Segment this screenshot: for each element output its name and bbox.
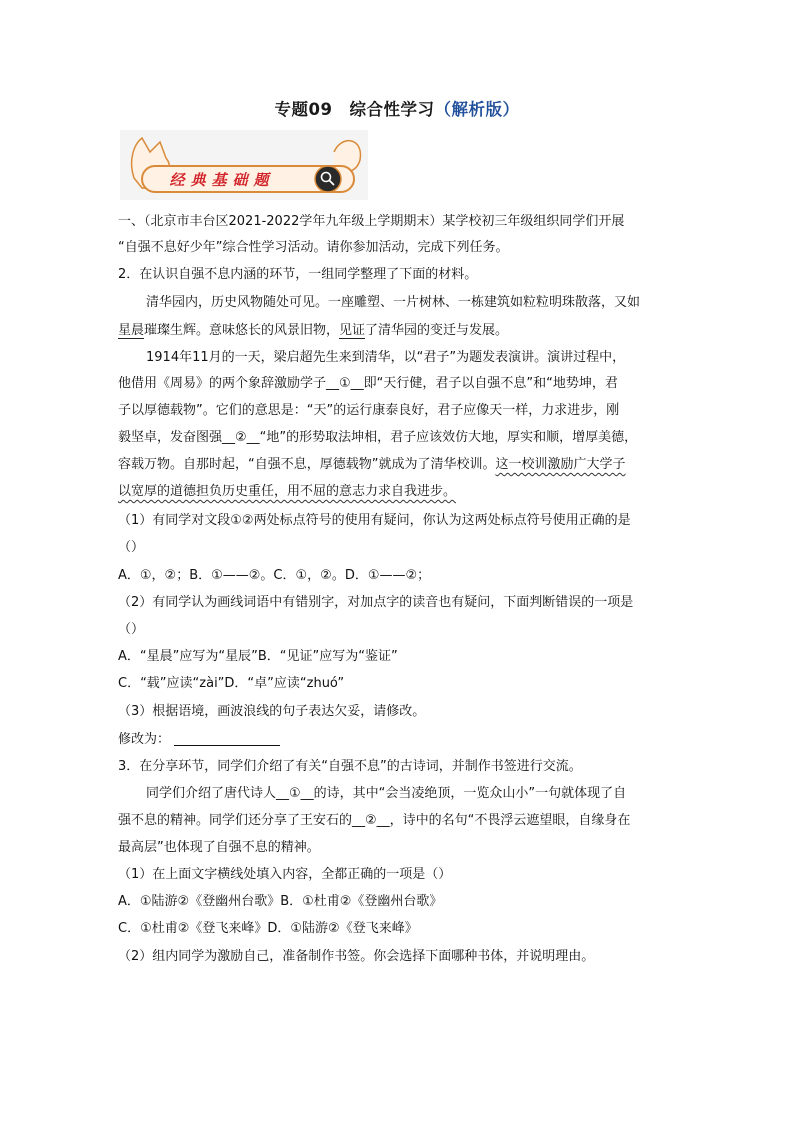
q2-sub2-options-ab: A．“星晨”应写为“星辰”B．“见证”应写为“鉴证” [118, 649, 398, 664]
q3-passage-line-1: 同学们介绍了唐代诗人__①__的诗，其中“会当凌绝顶，一览众山小”一句就体现了自 [146, 786, 627, 801]
underlined-word-jianzheng: 见证 [339, 323, 366, 338]
section-intro-line-1: 一、（北京市丰台区2021-2022学年九年级上学期期末）某学校初三年级组织同学们开展 [118, 214, 625, 229]
question-3-stem: 3．在分享环节，同学们介绍了有关“自强不息”的古诗词，并制作书签进行交流。 [118, 759, 582, 774]
passage-text: 璀璨生辉。意味悠长的风景旧物， [144, 323, 340, 338]
passage-line-3: 1914年11月的一天，梁启超先生来到清华，以“君子”为题发表演讲。演讲过程中， [146, 350, 626, 365]
passage-line-1: 清华园内，历史风物随处可见。一座雕塑、一片树林、一栋建筑如粒粒明珠散落，又如 [146, 295, 641, 310]
section-intro-line-2: “自强不息好少年”综合性学习活动。请你参加活动，完成下列任务。 [118, 240, 509, 255]
q2-sub2-paren: （） [118, 622, 145, 637]
passage-text: 了清华园的变迁与发展。 [365, 323, 509, 338]
answer-label: 修改为： [118, 732, 171, 747]
passage-line-4: 他借用《周易》的两个象辞激励学子__①__即“天行健，君子以自强不息”和“地势坤，君 [118, 376, 618, 391]
page-title [0, 96, 794, 120]
passage-line-7 [118, 454, 626, 476]
q3-passage-line-2: 强不息的精神。同学们还分享了王安石的__②__，诗中的名句“不畏浮云遮望眼，自缘身在 [118, 813, 631, 828]
q2-sub3-stem: （3）根据语境，画波浪线的句子表达欠妥，请修改。 [118, 704, 426, 719]
wavy-sentence-part-1: 这一校训激励广大学子 [495, 457, 626, 472]
title-main: 专题09 综合性学习 [274, 100, 435, 119]
q2-sub1-paren: （） [118, 540, 145, 555]
q3-sub1-stem: （1）在上面文字横线处填入内容，全都正确的一项是（） [118, 867, 452, 882]
q2-sub3-answer [118, 729, 280, 751]
q2-sub1-stem: （1）有同学对文段①②两处标点符号的使用有疑问，你认为这两处标点符号使用正确的是 [118, 513, 631, 528]
passage-line-8 [118, 481, 456, 503]
q3-sub2-stem: （2）组内同学为激励自己，准备制作书签。你会选择下面哪种书体，并说明理由。 [118, 949, 595, 964]
passage-line-2 [118, 320, 508, 342]
q2-sub1-options: A．①，②；B．①——②。C．①，②。D．①——②； [118, 568, 431, 583]
passage-text: 容载万物。自那时起，“自强不息，厚德载物”就成为了清华校训。 [118, 457, 496, 472]
banner-label: 经典基础题 [169, 171, 275, 189]
underlined-word-xingchen: 星晨 [118, 323, 145, 338]
q3-sub1-options-cd: C．①杜甫②《登飞来峰》D．①陆游②《登飞来峰》 [118, 921, 418, 936]
q2-sub2-stem: （2）有同学认为画线词语中有错别字，对加点字的读音也有疑问，下面判断错误的一项是 [118, 595, 634, 610]
q3-passage-line-3: 最高层”也体现了自强不息的精神。 [118, 840, 320, 855]
passage-line-6: 毅坚卓，发奋图强__②__“地”的形势取法坤相，君子应该效仿大地，厚实和顺，增厚美德， [118, 430, 638, 445]
question-2-stem: 2．在认识自强不息内涵的环节，一组同学整理了下面的材料。 [118, 267, 478, 282]
wavy-sentence-part-2: 以宽厚的道德担负历史重任，用不屈的意志力求自我进步。 [118, 484, 457, 499]
passage-line-5: 子以厚德载物”。它们的意思是：“天”的运行康泰良好，君子应像天一样，力求进步，刚 [118, 403, 620, 418]
q3-sub1-options-ab: A．①陆游②《登幽州台歌》B．①杜甫②《登幽州台歌》 [118, 894, 443, 909]
banner-graphic [120, 130, 368, 200]
banner-search-circle [315, 166, 341, 192]
q2-sub2-options-cd: C．“载”应读“zài”D．“卓”应读“zhuó” [118, 676, 345, 691]
answer-blank[interactable] [174, 731, 280, 746]
title-paren: （解析版） [434, 100, 520, 119]
